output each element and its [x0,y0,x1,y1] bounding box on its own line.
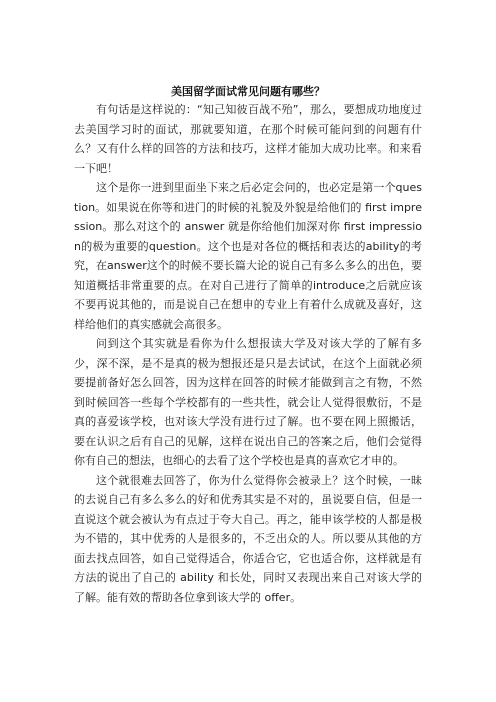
document-title: 美国留学面试常见问题有哪些？ [171,85,325,98]
document-body [74,100,422,607]
paragraph-intro: 有句话是这样说的：“知己知彼百战不殆”，那么，要想成功地度过去美国学习时的面试，那就要知道，在那个时候可能问到的问题有什么？又有什么样的回答的方法和技巧，这样才能加大成功比率。和来看一下吧！ [74,103,422,175]
paragraph-why-this-school: 问到这个其实就是看你为什么想报读大学及对该大学的了解有多少，深不深，是不是真的极为想报还是只是去试试，在这个上面就必须要提前备好怎么回答，因为这样在回答的时候才能做到言之有物，不然到时候回答一些每个学校都有的一些共性，就会让人觉得很敷衍，不是真的喜爱该学校，也对该大学没有进行过了解。也不要在网上照搬话，要在认识之后有自己的见解，这样在说出自己的答案之后，他们会觉得你有自己的想法，也细心的去看了这个学校也是真的喜欢它才申的。 [74,337,422,467]
paragraph-why-admitted: 这个就很难去回答了，你为什么觉得你会被录上？这个时候，一昧的去说自己有多么多么的好和优秀其实是不对的，虽说要自信，但是一直说这个就会被认为有点过于夸大自己。再之，能申该学校的人都是极为不错的，其中优秀的人是很多的，不乏出众的人。所以要从其他的方面去找点回答，如自己觉得适合，你适合它，它也适合你，这样就是有方法的说出了自己的 ability 和长处，同时又表现出来自己对该大学的了解。能有效的帮助各位拿到该大学的 offer。 [74,473,422,604]
paragraph-self-introduction: 这个是你一进到里面坐下来之后必定会问的，也必定是第一个question。如果说在你等和进门的时候的礼貌及外貌是给他们的 first impression。那么对这个的 answer 就是你给他们加深对你 first impression的极为重要的question。这个也是对各位的概括和表达的ability的考究，在answer这个的时候不要长篇大论的说自己有多么多么的出色，要知道概括非常重要的点。在对自己进行了简单的introduce之后就应该不要再说其他的，而是说自己在想申的专业上有着什么成就及喜好，这样给他们的真实感就会高很多。 [74,181,422,331]
